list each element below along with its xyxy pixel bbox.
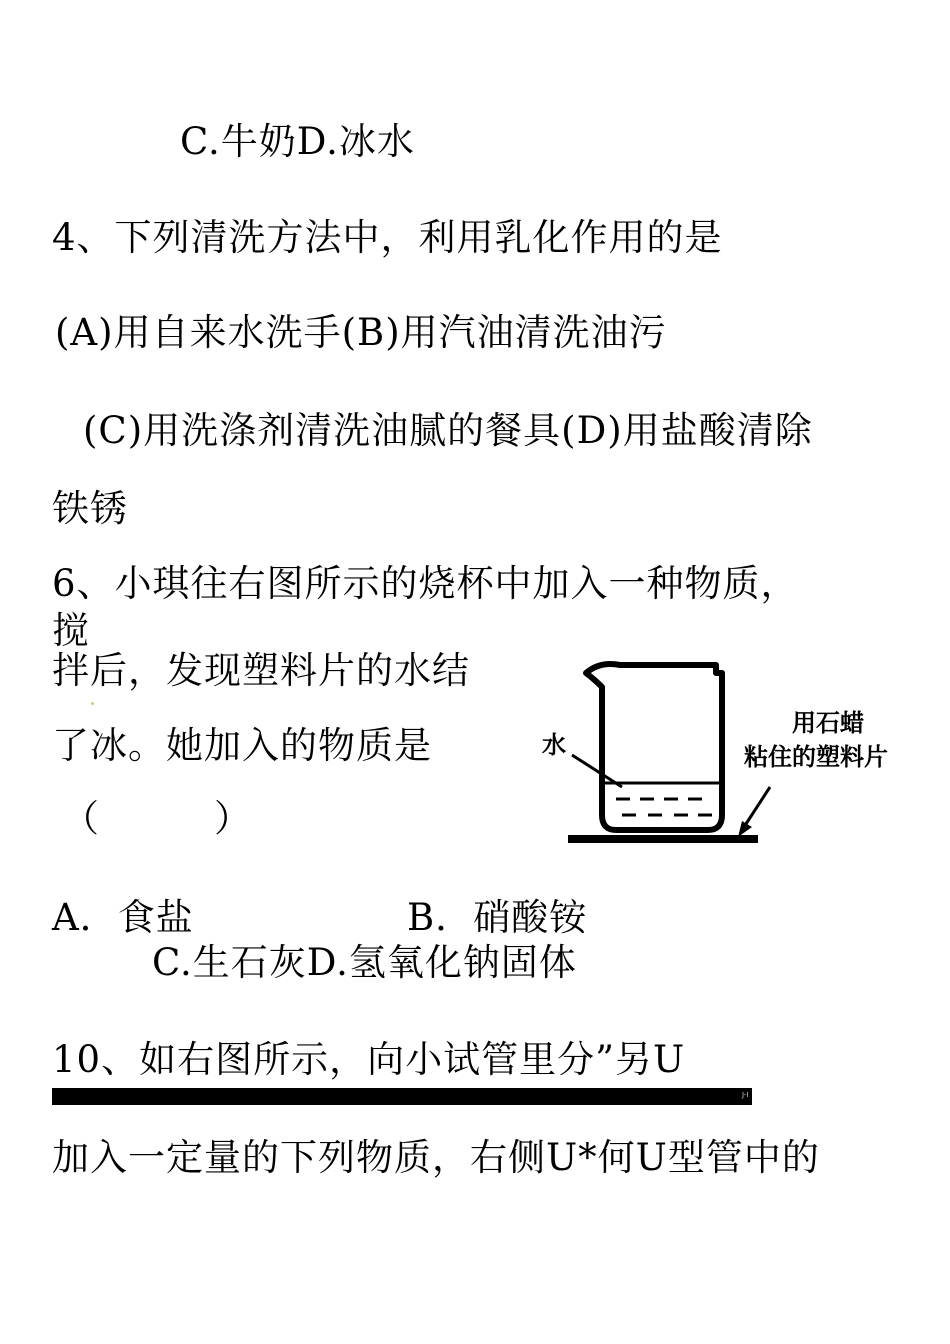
speck-mark — [91, 702, 94, 705]
water-label: 水 — [542, 731, 566, 759]
option-line-c-d: C.牛奶D.冰水 — [180, 120, 415, 163]
question-4-options-continued: 铁锈 — [52, 487, 128, 530]
question-10-stem: 10、如右图所示，向小试管里分”另U — [52, 1038, 686, 1081]
question-10-stem-line-2: 加入一定量的下列物质，右侧U*何U型管中的 — [52, 1136, 820, 1179]
question-4-options-c-d: (C)用洗涤剂清洗油腻的餐具(D)用盐酸清除 — [83, 409, 813, 452]
water-body — [616, 799, 712, 815]
question-6-stem: 6、小琪往右图所示的烧杯中加入一种物质， — [52, 562, 799, 605]
plate-leader-line — [744, 787, 770, 827]
beaker-outline — [586, 664, 722, 830]
question-6-stem-wrap: 搅 — [52, 609, 90, 652]
question-6-option-a: A．食盐 — [52, 896, 194, 939]
plastic-plate — [568, 835, 758, 843]
plastic-label-line-1: 用石蜡 — [792, 709, 864, 737]
question-4-stem: 4、下列清洗方法中，利用乳化作用的是 — [52, 216, 723, 259]
water-leader-line — [572, 755, 622, 787]
answer-blank: （ ） — [62, 797, 252, 840]
question-4-options-a-b: (A)用自来水洗手(B)用汽油清洗油污 — [55, 311, 667, 354]
plate-arrow-head — [738, 821, 752, 837]
bar-mark: J-I — [742, 1091, 749, 1099]
plastic-label-line-2: 粘住的塑料片 — [744, 743, 888, 771]
question-6-option-b: B．硝酸铵 — [407, 896, 588, 939]
black-bar-divider — [52, 1088, 752, 1105]
question-6-options-c-d: C.生石灰D.氢氧化钠固体 — [152, 941, 577, 984]
beaker-figure — [542, 655, 940, 860]
question-6-stem-line-3: 了冰。她加入的物质是 — [52, 724, 432, 767]
question-6-stem-line-2: 拌后，发现塑料片的水结 — [52, 649, 470, 692]
